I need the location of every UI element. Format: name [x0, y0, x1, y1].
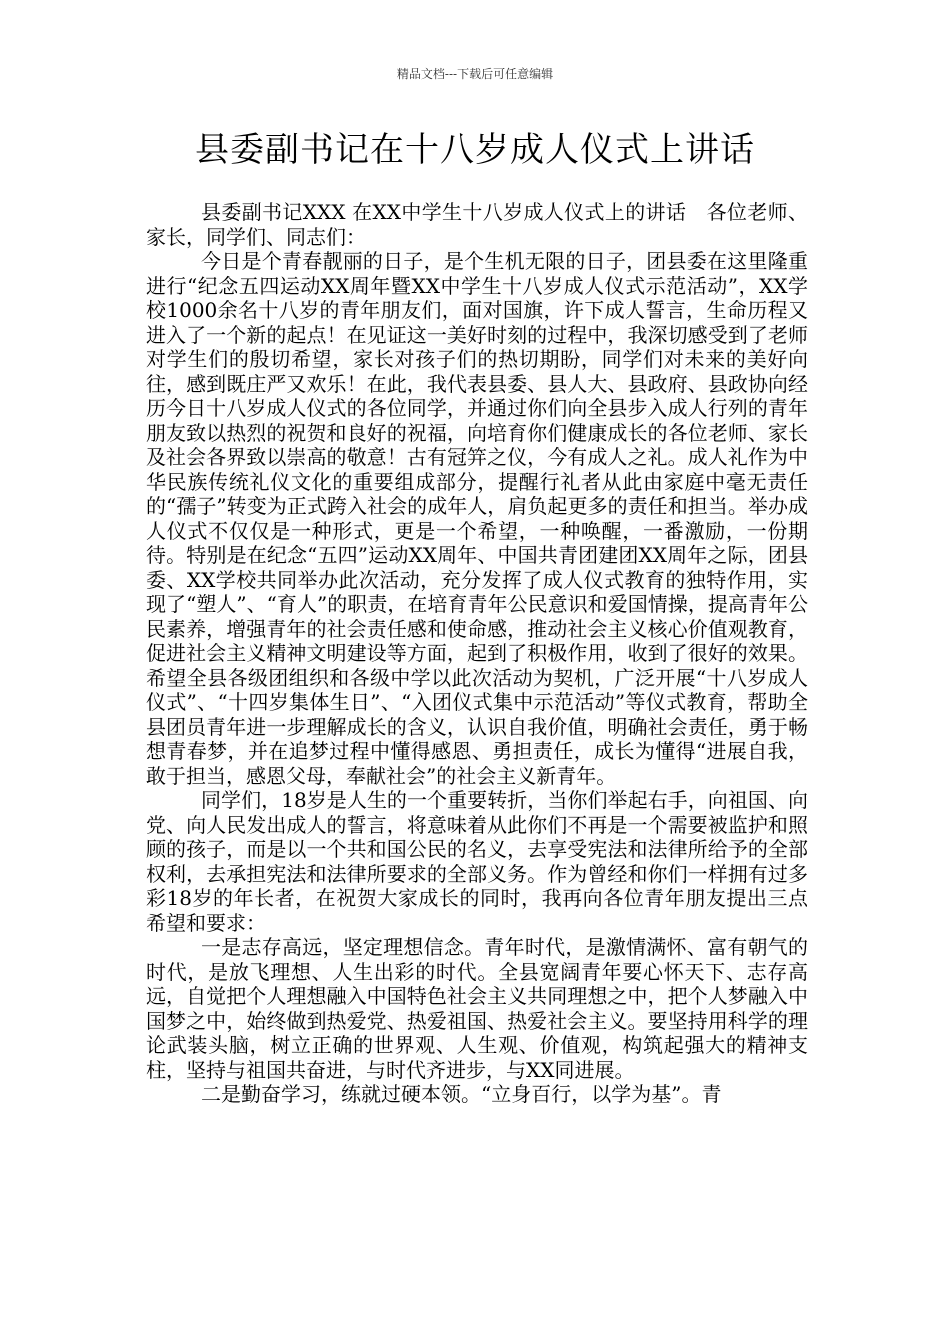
paragraph-salutation: 县委副书记XXX 在XX中学生十八岁成人仪式上的讲话 各位老师、家长，同学们、同志们：: [146, 200, 808, 249]
paragraph-point-one: 一是志存高远，坚定理想信念。青年时代，是激情满怀、富有朝气的时代，是放飞理想、人生出彩的时代。全县宽阔青年要心怀天下、志存高远，自觉把个人理想融入中国特色社会主义共同理想之中，把个人梦融入中国梦之中，始终做到热爱党、热爱祖国、热爱社会主义。要坚持用科学的理论武装头脑，树立正确的世界观、人生观、价值观，构筑起强大的精神支柱，坚持与祖国共奋进，与时代齐进步，与XX同进展。: [146, 935, 808, 1082]
paragraph-students: 同学们，18岁是人生的一个重要转折，当你们举起右手，向祖国、向党、向人民发出成人的誓言，将意味着从此你们不再是一个需要被监护和照顾的孩子，而是以一个共和国公民的名义，去享受宪法和法律所给予的全部权利，去承担宪法和法律所要求的全部义务。作为曾经和你们一样拥有过多彩18岁的年长者，在祝贺大家成长的同时，我再向各位青年朋友提出三点希望和要求：: [146, 788, 808, 935]
document-body: [146, 200, 808, 1107]
document-title: 县委副书记在十八岁成人仪式上讲话: [195, 130, 755, 170]
header-note: 精品文档---下载后可任意编辑: [396, 67, 554, 81]
paragraph-point-two: 二是勤奋学习，练就过硬本领。“立身百行，以学为基”。青: [201, 1082, 722, 1106]
paragraph-opening: 今日是个青春靓丽的日子，是个生机无限的日子，团县委在这里隆重进行“纪念五四运动XX周年暨XX中学生十八岁成人仪式示范活动”，XX学校1000余名十八岁的青年朋友们，面对国旗，许下成人誓言，生命历程又进入了一个新的起点！在见证这一美好时刻的过程中，我深切感受到了老师对学生们的殷切希望，家长对孩子们的热切期盼，同学们对未来的美好向往，感到既庄严又欢乐！在此，我代表县委、县人大、县政府、县政协向经历今日十八岁成人仪式的各位同学，并通过你们向全县步入成人行列的青年朋友致以热烈的祝贺和良好的祝福，向培育你们健康成长的各位老师、家长及社会各界致以崇高的敬意！古有冠笄之仪，今有成人之礼。成人礼作为中华民族传统礼仪文化的重要组成部分，提醒行礼者从此由家庭中毫无责任的“孺子”转变为正式跨入社会的成年人，肩负起更多的责任和担当。举办成人仪式不仅仅是一种形式，更是一个希望，一种唤醒，一番激励，一份期待。特别是在纪念“五四”运动XX周年、中国共青团建团XX周年之际，团县委、XX学校共同举办此次活动，充分发挥了成人仪式教育的独特作用，实现了“塑人”、“育人”的职责，在培育青年公民意识和爱国情操，提高青年公民素养，增强青年的社会责任感和使命感，推动社会主义核心价值观教育，促进社会主义精神文明建设等方面，起到了积极作用，收到了很好的效果。希望全县各级团组织和各级中学以此次活动为契机，广泛开展“十八岁成人仪式”、“十四岁集体生日”、“入团仪式集中示范活动”等仪式教育，帮助全县团员青年进一步理解成长的含义，认识自我价值，明确社会责任，勇于畅想青春梦，并在追梦过程中懂得感恩、勇担责任，成长为懂得“进展自我，敢于担当，感恩父母，奉献社会”的社会主义新青年。: [146, 249, 808, 788]
